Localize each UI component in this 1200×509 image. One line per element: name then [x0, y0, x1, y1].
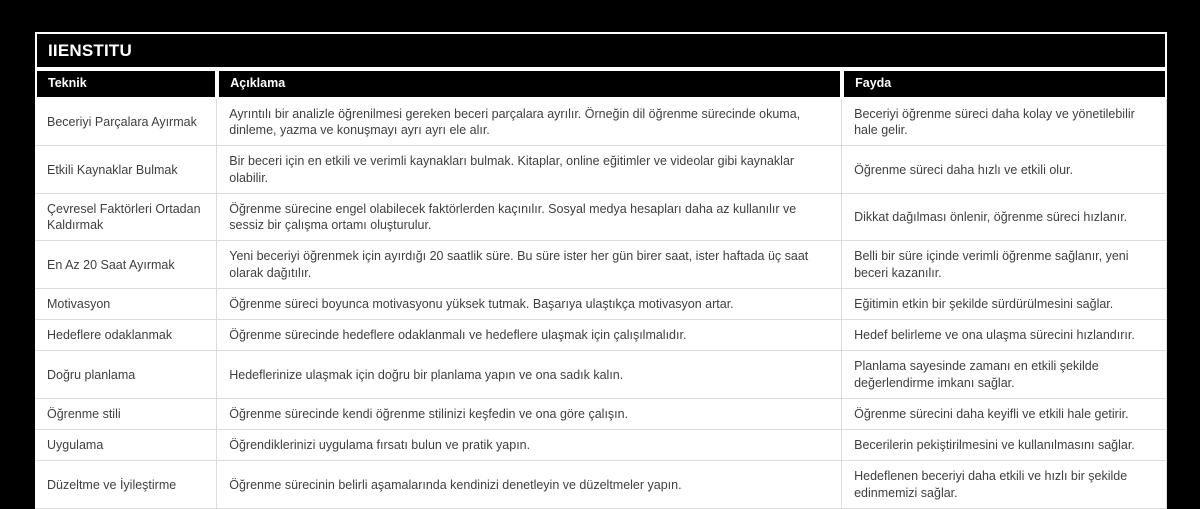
table-row [35, 430, 1167, 461]
cell-teknik: Motivasyon [35, 289, 217, 320]
cell-aciklama: Ayrıntılı bir analizle öğrenilmesi gereken beceri parçalara ayrılır. Örneğin dil öğrenme sürecinde okuma, dinleme, yazma ve konuşmayı ayrı ayrı ele alır. [217, 99, 842, 147]
cell-teknik: Doğru planlama [35, 351, 217, 399]
cell-teknik: Hedeflere odaklanmak [35, 320, 217, 351]
cell-fayda: Dikkat dağılması önlenir, öğrenme süreci hızlanır. [842, 194, 1167, 242]
cell-teknik: Düzeltme ve İyileştirme [35, 461, 217, 509]
cell-aciklama: Öğrenme sürecine engel olabilecek faktörlerden kaçınılır. Sosyal medya hesapları daha az kullanılır ve sessiz bir çalışma ortamı oluşturulur. [217, 194, 842, 242]
cell-aciklama: Yeni beceriyi öğrenmek için ayırdığı 20 saatlik süre. Bu süre ister her gün birer saat, ister haftada üç saat olarak dağıtılır. [217, 241, 842, 289]
cell-fayda: Hedef belirleme ve ona ulaşma sürecini hızlandırır. [842, 320, 1167, 351]
cell-teknik: Beceriyi Parçalara Ayırmak [35, 99, 217, 147]
column-header-fayda: Fayda [842, 69, 1167, 99]
table-row [35, 241, 1167, 289]
cell-aciklama: Öğrendiklerinizi uygulama fırsatı bulun ve pratik yapın. [217, 430, 842, 461]
cell-teknik: Çevresel Faktörleri Ortadan Kaldırmak [35, 194, 217, 242]
cell-teknik: Öğrenme stili [35, 399, 217, 430]
cell-aciklama: Öğrenme süreci boyunca motivasyonu yüksek tutmak. Başarıya ulaştıkça motivasyon artar. [217, 289, 842, 320]
table-row [35, 146, 1167, 194]
table-row [35, 289, 1167, 320]
column-header-teknik: Teknik [35, 69, 217, 99]
cell-fayda: Beceriyi öğrenme süreci daha kolay ve yönetilebilir hale gelir. [842, 99, 1167, 147]
cell-fayda: Becerilerin pekiştirilmesini ve kullanılmasını sağlar. [842, 430, 1167, 461]
cell-fayda: Öğrenme sürecini daha keyifli ve etkili hale getirir. [842, 399, 1167, 430]
title-row [35, 32, 1167, 69]
column-header-row [35, 69, 1167, 99]
cell-fayda: Öğrenme süreci daha hızlı ve etkili olur. [842, 146, 1167, 194]
table-row [35, 461, 1167, 509]
cell-teknik: Etkili Kaynaklar Bulmak [35, 146, 217, 194]
table-row [35, 399, 1167, 430]
table-row [35, 351, 1167, 399]
cell-aciklama: Öğrenme sürecinin belirli aşamalarında kendinizi denetleyin ve düzeltmeler yapın. [217, 461, 842, 509]
cell-aciklama: Öğrenme sürecinde kendi öğrenme stilinizi keşfedin ve ona göre çalışın. [217, 399, 842, 430]
cell-fayda: Eğitimin etkin bir şekilde sürdürülmesini sağlar. [842, 289, 1167, 320]
column-header-aciklama: Açıklama [217, 69, 842, 99]
table-body [35, 99, 1167, 509]
table-title: IIENSTITU [35, 32, 1167, 69]
table-row [35, 194, 1167, 242]
learning-techniques-table-wrap [35, 32, 1167, 509]
cell-fayda: Belli bir süre içinde verimli öğrenme sağlanır, yeni beceri kazanılır. [842, 241, 1167, 289]
cell-aciklama: Öğrenme sürecinde hedeflere odaklanmalı ve hedeflere ulaşmak için çalışılmalıdır. [217, 320, 842, 351]
table-row [35, 320, 1167, 351]
cell-fayda: Planlama sayesinde zamanı en etkili şekilde değerlendirme imkanı sağlar. [842, 351, 1167, 399]
cell-aciklama: Bir beceri için en etkili ve verimli kaynakları bulmak. Kitaplar, online eğitimler ve videolar gibi kaynaklar olabilir. [217, 146, 842, 194]
cell-aciklama: Hedeflerinize ulaşmak için doğru bir planlama yapın ve ona sadık kalın. [217, 351, 842, 399]
learning-techniques-table [35, 32, 1167, 509]
cell-fayda: Hedeflenen beceriyi daha etkili ve hızlı bir şekilde edinmemizi sağlar. [842, 461, 1167, 509]
cell-teknik: En Az 20 Saat Ayırmak [35, 241, 217, 289]
cell-teknik: Uygulama [35, 430, 217, 461]
table-row [35, 99, 1167, 147]
